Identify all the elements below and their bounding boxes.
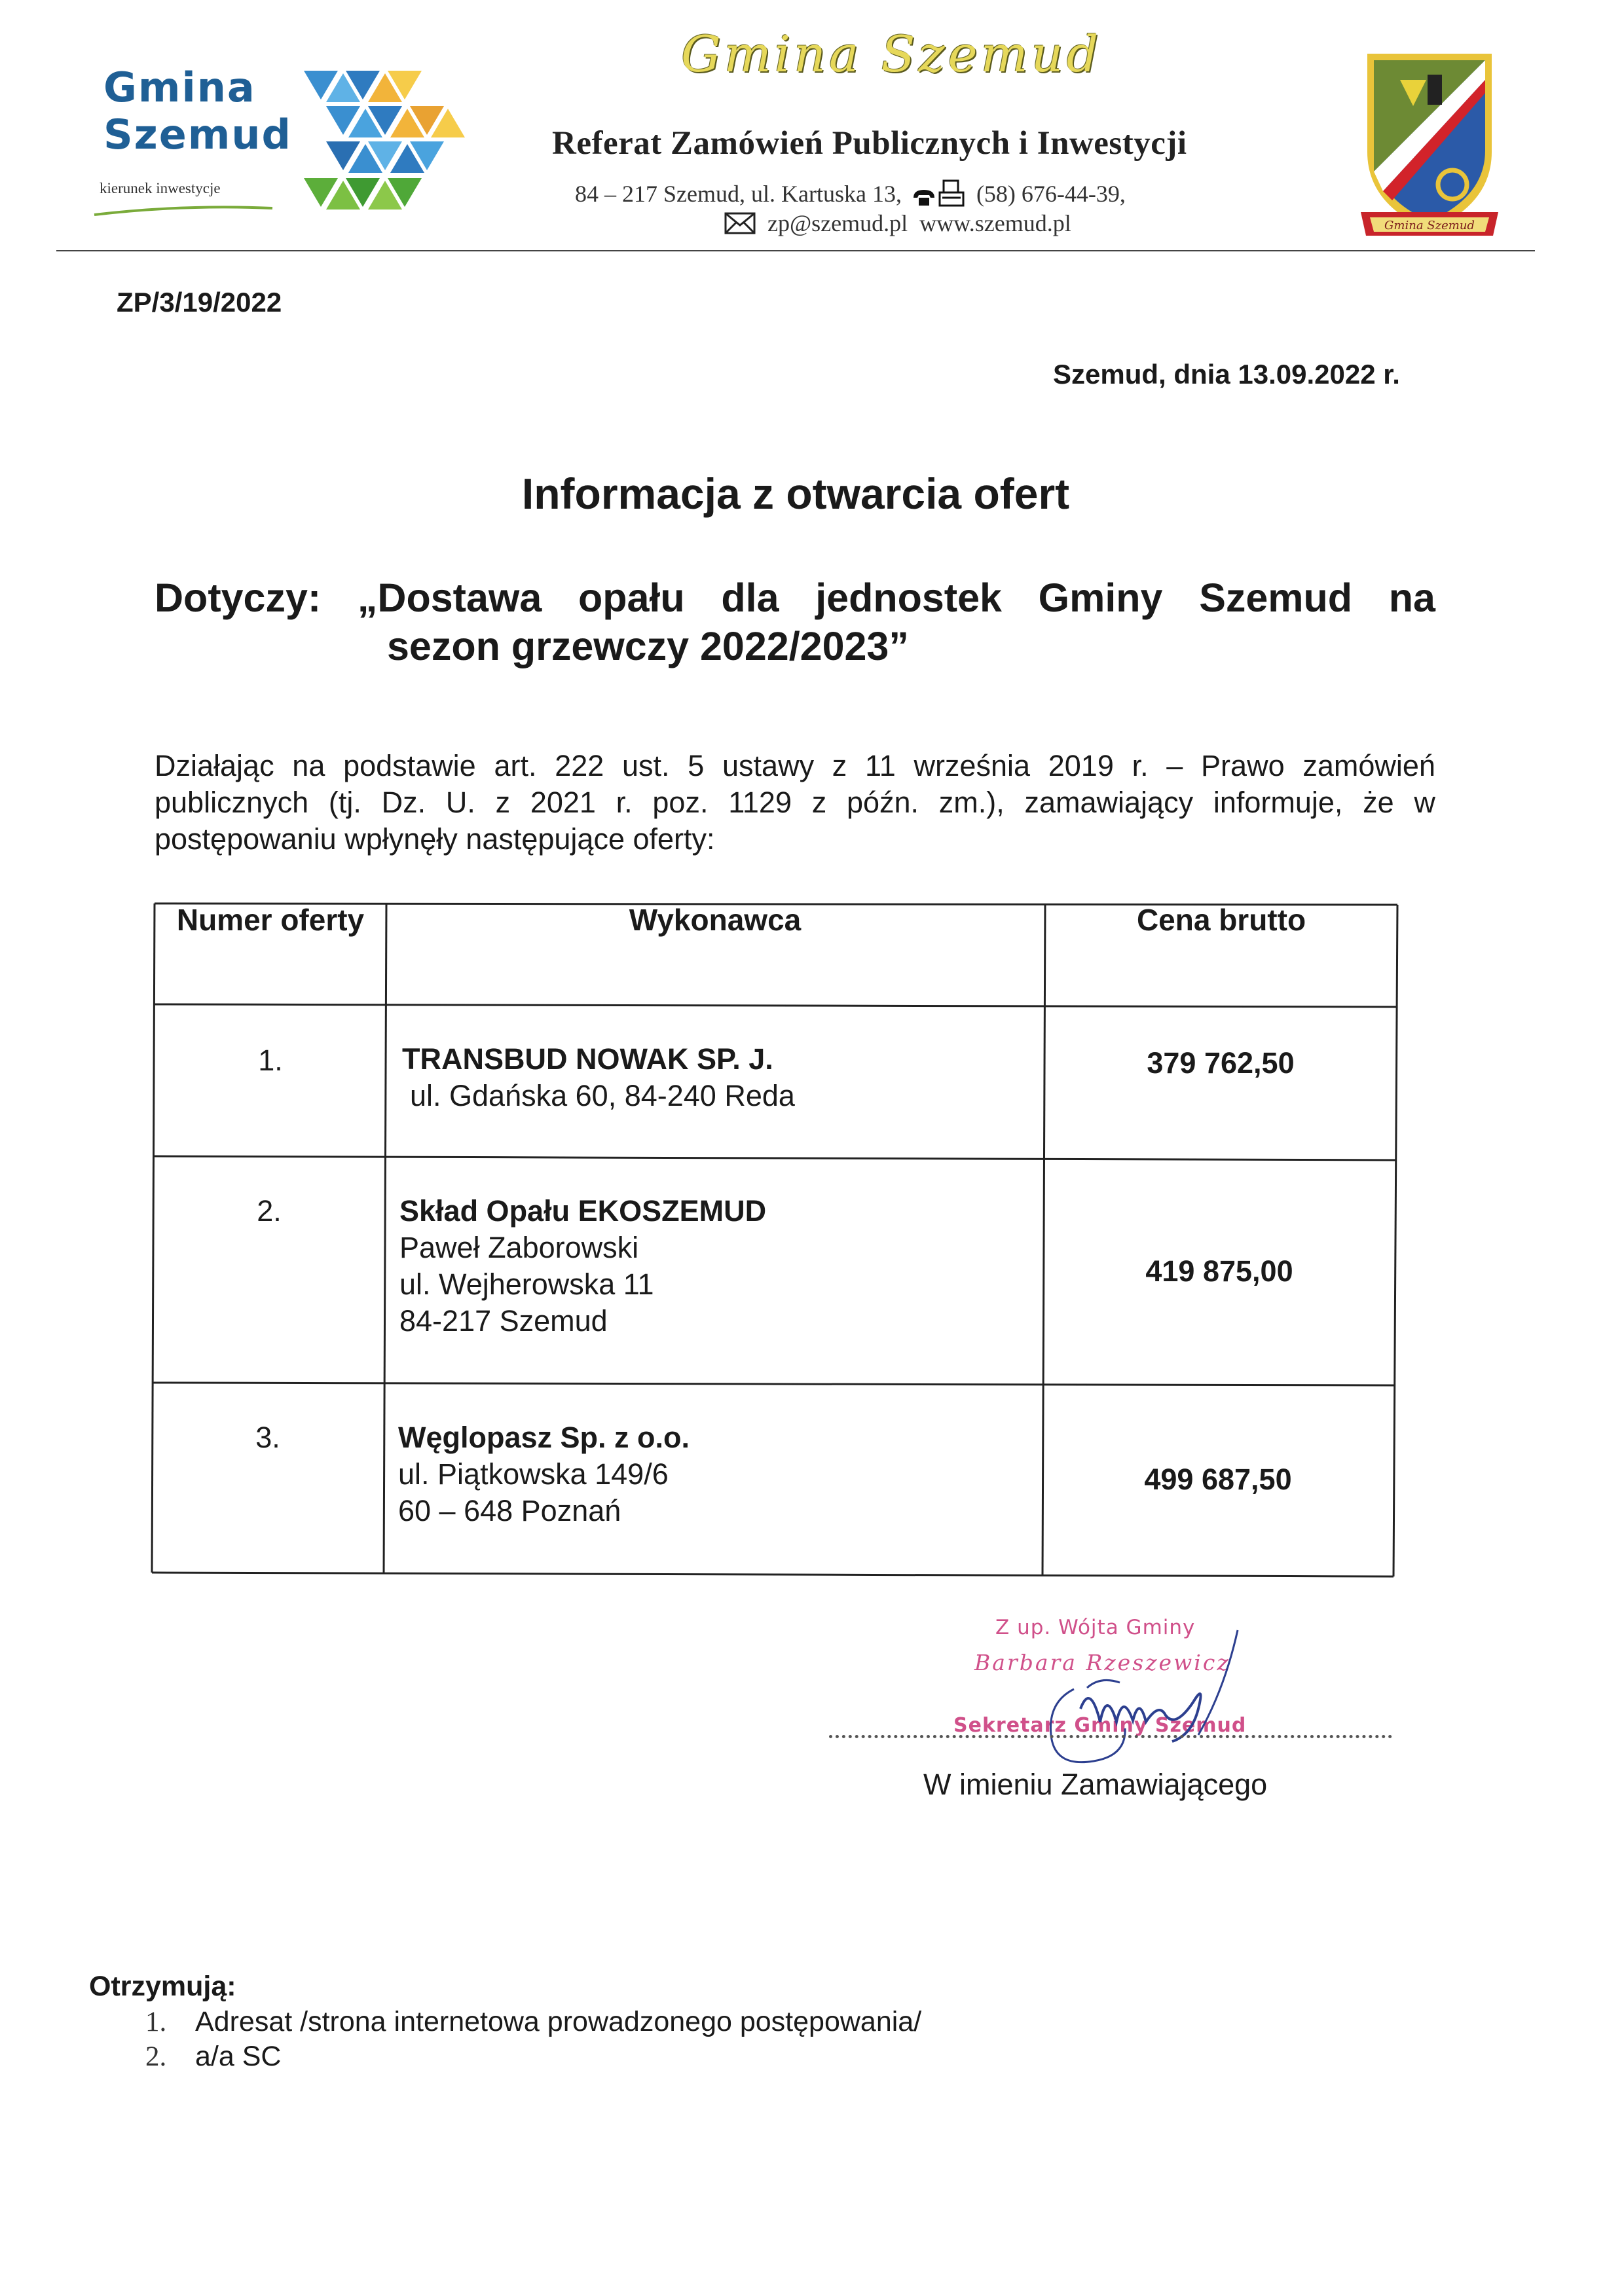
subject-word: Gminy — [1038, 575, 1163, 620]
header-website[interactable]: www.szemud.pl — [919, 210, 1071, 236]
intro-word: ust. — [622, 749, 670, 782]
list-item — [145, 2039, 921, 2074]
recipients-label: Otrzymują: — [89, 1971, 236, 2002]
subject-word: „Dostawa — [357, 575, 542, 620]
intro-line-3: postępowaniu wpłynęły następujące oferty: — [155, 822, 715, 856]
intro-paragraph — [155, 748, 1435, 858]
intro-word: (tj. — [328, 786, 361, 819]
intro-word: r. — [616, 786, 633, 819]
contractor-name: Skład Opału EKOSZEMUD — [399, 1194, 767, 1228]
list-item — [145, 2005, 921, 2039]
signature-dotted-line — [829, 1732, 1392, 1738]
intro-word: art. — [494, 749, 537, 782]
envelope-icon — [724, 212, 756, 234]
offer-price: 499 687,50 — [1144, 1463, 1292, 1496]
header-script-title: Gmina Szemud — [681, 25, 1102, 83]
subject-word: Szemud — [1199, 575, 1353, 620]
intro-word: r. — [1132, 749, 1149, 782]
list-item-number: 1. — [145, 2007, 167, 2037]
contractor-address-line: ul. Wejherowska 11 — [399, 1267, 654, 1301]
intro-word: podstawie — [343, 749, 476, 782]
subject-line-1 — [155, 574, 1435, 622]
contractor-name: Węglopasz Sp. z o.o. — [398, 1421, 690, 1454]
intro-word: z — [811, 786, 827, 819]
offer-number: 1. — [258, 1044, 283, 1077]
header-office-name: Referat Zamówień Publicznych i Inwestycji — [552, 125, 1187, 162]
contractor-address-line: Paweł Zaborowski — [399, 1231, 639, 1264]
intro-word: z — [495, 786, 511, 819]
intro-line-2 — [155, 784, 1435, 821]
intro-word: na — [292, 749, 325, 782]
intro-word: Prawo — [1201, 749, 1285, 782]
offer-contractor — [399, 1193, 1028, 1339]
offer-contractor — [398, 1419, 1027, 1529]
signature-caption: W imieniu Zamawiającego — [923, 1768, 1268, 1801]
offer-number: 2. — [257, 1194, 282, 1228]
reference-number: ZP/3/19/2022 — [117, 287, 282, 318]
header-email[interactable]: zp@szemud.pl — [767, 210, 908, 236]
header-contact-line — [724, 210, 1071, 237]
logo-swoosh-icon — [92, 202, 275, 217]
stamp-line-3: Sekretarz Gminy Szemud — [953, 1714, 1247, 1737]
document-title: Informacja z otwarcia ofert — [521, 469, 1070, 518]
contractor-address-line: 60 – 648 Poznań — [398, 1494, 621, 1527]
crest-ribbon-text: Gmina Szemud — [1384, 219, 1475, 232]
intro-word: 11 — [865, 749, 896, 782]
intro-word: – — [1166, 749, 1183, 782]
contractor-address-line: ul. Gdańska 60, 84-240 Reda — [410, 1079, 795, 1112]
contractor-address-line: ul. Piątkowska 149/6 — [398, 1457, 669, 1491]
intro-word: w — [1414, 786, 1435, 819]
list-item-text: Adresat /strona internetowa prowadzonego postępowania/ — [195, 2006, 922, 2037]
offer-number: 3. — [255, 1421, 280, 1454]
intro-word: 2021 — [530, 786, 596, 819]
handwritten-signature-icon — [950, 1611, 1264, 1781]
intro-word: września — [913, 749, 1031, 782]
intro-word: zamówień — [1302, 749, 1435, 782]
subject-word: na — [1388, 575, 1435, 620]
recipients-list — [145, 2005, 921, 2074]
intro-word: że — [1363, 786, 1394, 819]
subject-block — [155, 574, 1435, 670]
document-date: Szemud, dnia 13.09.2022 r. — [1053, 359, 1400, 390]
list-item-text: a/a SC — [195, 2041, 282, 2072]
intro-word: zamawiający — [1024, 786, 1194, 819]
offers-table — [151, 901, 1401, 1582]
intro-word: 1129 — [728, 786, 792, 819]
triangle-mosaic-logo-icon — [300, 65, 470, 217]
header-address: 84 – 217 Szemud, ul. Kartuska 13, — [575, 181, 902, 207]
col-header-number: Numer oferty — [176, 903, 365, 937]
intro-word: poz. — [652, 786, 709, 819]
logo-line-1: Gmina — [103, 64, 256, 111]
header-phone: (58) 676-44-39, — [976, 181, 1126, 207]
intro-word: 222 — [555, 749, 604, 782]
intro-word: z — [832, 749, 847, 782]
intro-word: publicznych — [155, 786, 309, 819]
intro-word: 2019 — [1048, 749, 1114, 782]
subject-word: jednostek — [815, 575, 1002, 620]
offer-price: 379 762,50 — [1147, 1046, 1295, 1080]
list-item-number: 2. — [145, 2041, 167, 2072]
intro-line-1 — [155, 748, 1435, 784]
header-divider — [56, 250, 1535, 251]
intro-word: 5 — [688, 749, 705, 782]
col-header-price: Cena brutto — [1136, 903, 1306, 937]
intro-word: późn. — [846, 786, 919, 819]
logo-tagline: kierunek inwestycje — [100, 180, 221, 196]
municipal-crest-icon — [1354, 41, 1505, 250]
intro-word: U. — [445, 786, 475, 819]
phone-fax-icon — [911, 178, 967, 210]
intro-word: zm.), — [938, 786, 1005, 819]
stamp-line-1: Z up. Wójta Gminy — [995, 1616, 1196, 1639]
intro-word: ustawy — [722, 749, 815, 782]
logo-wordmark — [103, 64, 292, 158]
contractor-name: TRANSBUD NOWAK SP. J. — [402, 1042, 773, 1076]
subject-word: opału — [578, 575, 685, 620]
offer-price: 419 875,00 — [1145, 1254, 1293, 1288]
logo-line-2: Szemud — [103, 111, 292, 158]
header-address-line — [575, 178, 1126, 210]
intro-word: informuje, — [1213, 786, 1343, 819]
subject-label: Dotyczy: — [155, 575, 322, 620]
offer-contractor — [402, 1041, 1031, 1114]
stamp-line-2: Barbara Rzeszewicz — [974, 1650, 1230, 1675]
subject-line-2: sezon grzewczy 2022/2023” — [387, 624, 909, 668]
contractor-address-line: 84-217 Szemud — [399, 1304, 608, 1338]
intro-word: Dz. — [381, 786, 426, 819]
subject-word: dla — [721, 575, 779, 620]
intro-word: Działając — [155, 749, 274, 782]
col-header-contractor: Wykonawca — [629, 903, 802, 937]
